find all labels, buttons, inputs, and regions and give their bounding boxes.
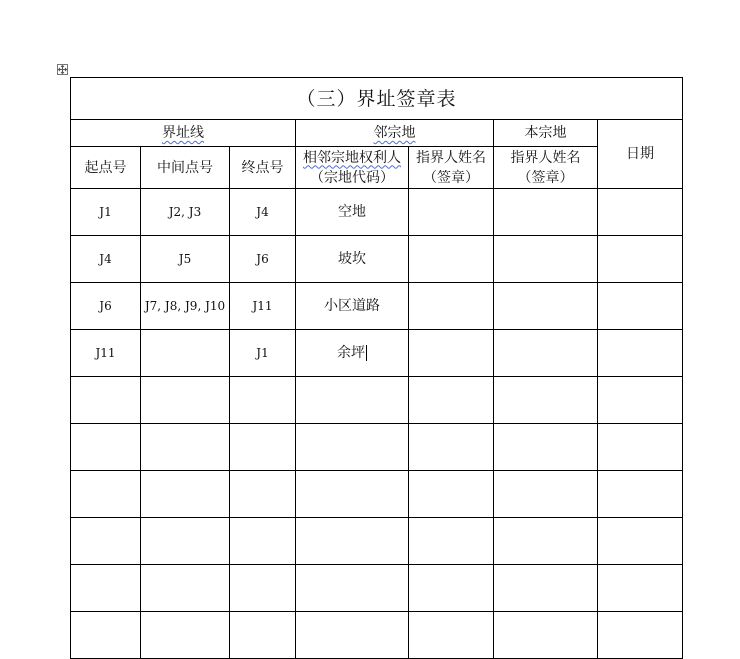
cell-this-signer[interactable] (494, 377, 598, 424)
table-move-handle-icon[interactable] (57, 64, 68, 75)
cell-start-point[interactable] (71, 612, 141, 659)
cell-end-point[interactable] (230, 377, 296, 424)
cell-this-signer[interactable] (494, 283, 598, 330)
header-boundary-line-label: 界址线 (162, 125, 204, 141)
cell-start-point[interactable]: J4 (71, 236, 141, 283)
cell-middle-points[interactable] (141, 424, 230, 471)
cell-this-signer[interactable] (494, 424, 598, 471)
cell-neighbor-owner[interactable]: 坡坎 (296, 236, 409, 283)
cell-middle-points[interactable]: J7, J8, J9, J10 (141, 283, 230, 330)
table-row (71, 471, 683, 518)
header-neighbor-owner[interactable] (296, 147, 409, 189)
cell-this-signer[interactable] (494, 612, 598, 659)
cell-middle-points[interactable]: J5 (141, 236, 230, 283)
header-neighbor-parcel-label: 邻宗地 (373, 125, 416, 141)
cell-start-point[interactable] (71, 424, 141, 471)
table-row (71, 377, 683, 424)
cell-neighbor-owner[interactable] (296, 612, 409, 659)
cell-neighbor-owner[interactable] (296, 518, 409, 565)
cell-middle-points[interactable] (141, 565, 230, 612)
cell-middle-points[interactable] (141, 518, 230, 565)
table-row (71, 565, 683, 612)
table-row (71, 330, 683, 377)
cell-date[interactable] (598, 424, 683, 471)
cell-this-signer[interactable] (494, 518, 598, 565)
table-title[interactable]: （三）界址签章表 (71, 78, 683, 120)
cell-end-point[interactable]: J1 (230, 330, 296, 377)
cell-end-point[interactable] (230, 565, 296, 612)
header-start-point[interactable]: 起点号 (71, 147, 141, 189)
header-neighbor-signer[interactable] (409, 147, 494, 189)
cell-neighbor-owner[interactable]: 空地 (296, 189, 409, 236)
cell-start-point[interactable]: J1 (71, 189, 141, 236)
cell-neighbor-signer[interactable] (409, 283, 494, 330)
header-neighbor-signer-line1: 指界人姓名 (416, 149, 486, 166)
cell-date[interactable] (598, 236, 683, 283)
cell-this-signer[interactable] (494, 330, 598, 377)
table-row (71, 283, 683, 330)
cell-end-point[interactable] (230, 518, 296, 565)
cell-neighbor-owner[interactable] (296, 565, 409, 612)
cell-neighbor-signer[interactable] (409, 377, 494, 424)
header-this-signer-line2: （签章） (517, 169, 574, 186)
text-cursor (366, 345, 367, 361)
boundary-signature-table (70, 77, 683, 659)
cell-date[interactable] (598, 518, 683, 565)
cell-neighbor-signer[interactable] (409, 330, 494, 377)
cell-this-signer[interactable] (494, 189, 598, 236)
cell-middle-points[interactable] (141, 612, 230, 659)
table-row (71, 236, 683, 283)
cell-date[interactable] (598, 283, 683, 330)
cell-end-point[interactable]: J4 (230, 189, 296, 236)
cell-end-point[interactable] (230, 424, 296, 471)
cell-neighbor-owner[interactable] (296, 471, 409, 518)
cell-neighbor-owner[interactable]: 余坪 (296, 330, 409, 377)
cell-neighbor-owner[interactable] (296, 424, 409, 471)
cell-neighbor-signer[interactable] (409, 189, 494, 236)
cell-neighbor-signer[interactable] (409, 518, 494, 565)
cell-this-signer[interactable] (494, 471, 598, 518)
header-date[interactable]: 日期 (598, 120, 683, 189)
cell-middle-points[interactable] (141, 377, 230, 424)
header-neighbor-signer-line2: （签章） (423, 169, 479, 186)
cell-end-point[interactable]: J6 (230, 236, 296, 283)
table-row (71, 424, 683, 471)
header-middle-points[interactable]: 中间点号 (141, 147, 230, 189)
cell-date[interactable] (598, 330, 683, 377)
cell-date[interactable] (598, 612, 683, 659)
header-this-parcel[interactable]: 本宗地 (494, 120, 598, 147)
header-this-signer-line1: 指界人姓名 (510, 149, 581, 166)
cell-neighbor-signer[interactable] (409, 236, 494, 283)
cell-middle-points[interactable]: J2, J3 (141, 189, 230, 236)
header-neighbor-parcel[interactable] (296, 120, 494, 147)
cell-date[interactable] (598, 565, 683, 612)
table-row (71, 612, 683, 659)
cell-neighbor-signer[interactable] (409, 612, 494, 659)
header-neighbor-owner-line2: （宗地代码） (310, 169, 394, 186)
cell-start-point[interactable] (71, 377, 141, 424)
cell-start-point[interactable] (71, 565, 141, 612)
header-this-signer[interactable] (494, 147, 598, 189)
cell-neighbor-owner[interactable]: 小区道路 (296, 283, 409, 330)
header-boundary-line[interactable] (71, 120, 296, 147)
cell-middle-points[interactable] (141, 330, 230, 377)
cell-end-point[interactable]: J11 (230, 283, 296, 330)
table-row (71, 518, 683, 565)
cell-neighbor-owner[interactable] (296, 377, 409, 424)
cell-start-point[interactable]: J11 (71, 330, 141, 377)
cell-middle-points[interactable] (141, 471, 230, 518)
cell-start-point[interactable] (71, 518, 141, 565)
cell-end-point[interactable] (230, 612, 296, 659)
header-neighbor-owner-line1: 相邻宗地权利人 (303, 149, 401, 166)
cell-end-point[interactable] (230, 471, 296, 518)
cell-neighbor-signer[interactable] (409, 471, 494, 518)
cell-start-point[interactable] (71, 471, 141, 518)
cell-this-signer[interactable] (494, 565, 598, 612)
cell-date[interactable] (598, 377, 683, 424)
cell-this-signer[interactable] (494, 236, 598, 283)
cell-start-point[interactable]: J6 (71, 283, 141, 330)
cell-neighbor-signer[interactable] (409, 424, 494, 471)
cell-neighbor-signer[interactable] (409, 565, 494, 612)
table-row (71, 189, 683, 236)
cell-date[interactable] (598, 189, 683, 236)
cell-date[interactable] (598, 471, 683, 518)
header-end-point[interactable]: 终点号 (230, 147, 296, 189)
